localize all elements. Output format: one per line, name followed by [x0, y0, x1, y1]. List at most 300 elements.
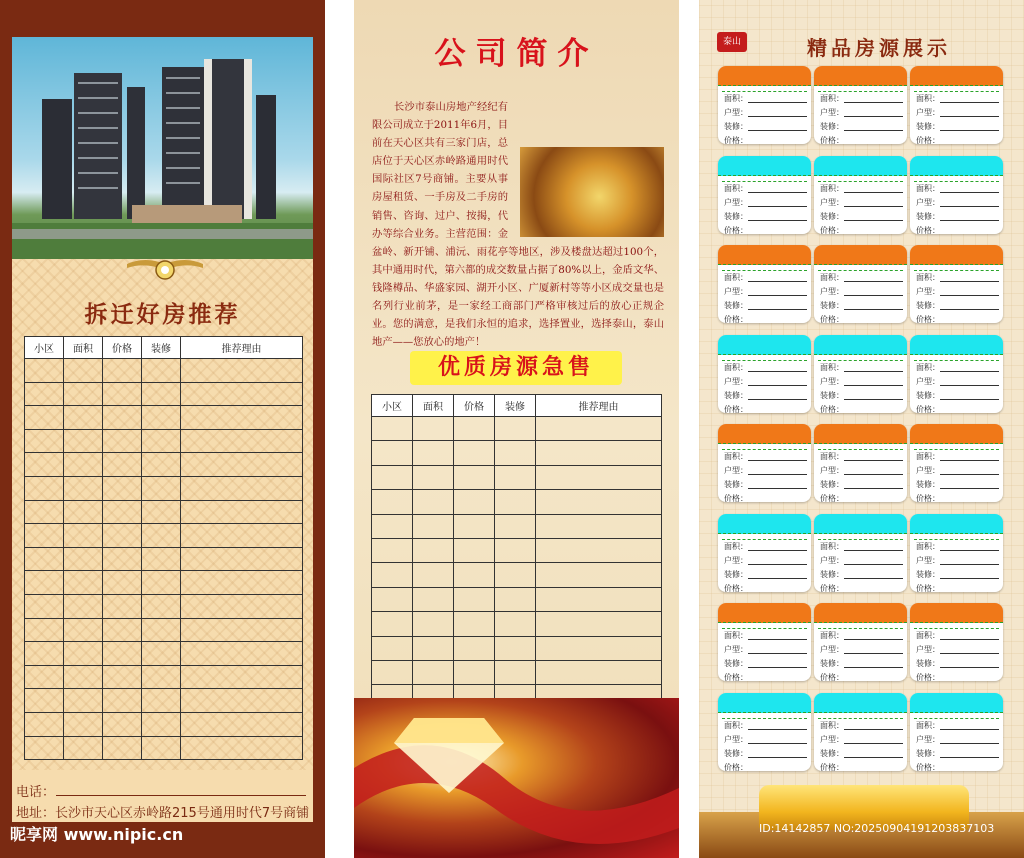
table-cell: [64, 382, 103, 406]
table-cell: [103, 453, 142, 477]
listing-card: [814, 245, 907, 323]
card-field-label: 装修：: [916, 301, 940, 310]
card-field: [910, 671, 1003, 681]
listing-card: [910, 603, 1003, 681]
table-cell: [142, 476, 181, 500]
card-field-label: 装修：: [820, 569, 844, 579]
card-field: [910, 210, 1003, 224]
card-field-label: 面积：: [724, 273, 748, 282]
table-cell: [181, 476, 303, 500]
table-cell: [454, 660, 495, 684]
table-cell: [372, 465, 413, 489]
recommend-table: [24, 336, 303, 760]
listing-card: [718, 66, 811, 144]
card-field-label: 装修：: [724, 390, 748, 400]
phone-line: [56, 795, 306, 796]
table-cell: [142, 712, 181, 736]
table-cell: [181, 689, 303, 713]
card-field-line: [844, 130, 903, 131]
card-field: [814, 313, 907, 323]
card-field: [814, 361, 907, 375]
table-cell: [536, 417, 662, 441]
table-cell: [454, 612, 495, 636]
table-cell: [372, 563, 413, 587]
card-field-label: 价格：: [820, 762, 844, 771]
card-field-line: [844, 460, 903, 461]
card-field-line: [748, 116, 807, 117]
card-field-label: 户型：: [820, 466, 844, 475]
card-field-label: 装修：: [916, 390, 940, 400]
card-field: [718, 568, 811, 582]
table-cell: [181, 571, 303, 595]
card-field-label: 价格：: [724, 494, 748, 502]
card-header: [718, 514, 811, 534]
card-field-label: 价格：: [724, 136, 748, 144]
table-row: [25, 712, 303, 736]
card-field-label: 价格：: [916, 673, 940, 681]
card-header: [814, 66, 907, 86]
table-cell: [372, 441, 413, 465]
table-cell: [181, 359, 303, 383]
table-cell: [495, 636, 536, 660]
card-field: [718, 210, 811, 224]
card-field-line: [940, 371, 999, 372]
card-field-line: [748, 206, 807, 207]
card-field-line: [940, 116, 999, 117]
card-field-label: 价格：: [820, 404, 844, 413]
card-field: [910, 285, 1003, 299]
table-cell: [454, 417, 495, 441]
table-row: [372, 514, 662, 538]
column-header: 面积: [413, 395, 454, 417]
card-field: [910, 196, 1003, 210]
card-field-label: 户型：: [724, 376, 748, 386]
card-field-label: 装修：: [916, 569, 940, 579]
card-field-line: [748, 102, 807, 103]
card-field-line: [844, 757, 903, 758]
card-field-line: [844, 578, 903, 579]
card-field-label: 户型：: [916, 376, 940, 386]
card-field-label: 价格：: [916, 762, 940, 771]
table-header: [25, 337, 303, 359]
table-cell: [142, 618, 181, 642]
card-field-label: 价格：: [916, 315, 940, 323]
card-field-line: [748, 220, 807, 221]
table-cell: [25, 712, 64, 736]
table-cell: [413, 563, 454, 587]
card-field-line: [940, 474, 999, 475]
card-field: [718, 450, 811, 464]
card-field-line: [940, 295, 999, 296]
table-cell: [25, 594, 64, 618]
card-field-label: 装修：: [724, 122, 748, 131]
card-field-label: 装修：: [724, 480, 748, 489]
card-field-label: 户型：: [916, 734, 940, 744]
table-cell: [103, 618, 142, 642]
card-field: [814, 375, 907, 389]
table-cell: [25, 571, 64, 595]
card-field: [910, 643, 1003, 657]
card-field-line: [844, 488, 903, 489]
card-field-label: 面积：: [724, 452, 748, 461]
table-cell: [495, 417, 536, 441]
table-cell: [103, 476, 142, 500]
table-cell: [25, 524, 64, 548]
card-field: [718, 120, 811, 134]
card-field: [910, 464, 1003, 478]
card-field-label: 价格：: [820, 494, 844, 502]
table-cell: [103, 524, 142, 548]
card-field-line: [940, 192, 999, 193]
table-cell: [25, 642, 64, 666]
table-cell: [25, 665, 64, 689]
table-row: [372, 417, 662, 441]
listing-card: [718, 693, 811, 771]
card-field: [718, 299, 811, 313]
card-field: [718, 582, 811, 592]
card-field-line: [940, 757, 999, 758]
card-field: [814, 478, 907, 492]
card-field-label: 户型：: [724, 466, 748, 475]
table-cell: [413, 465, 454, 489]
card-field: [814, 299, 907, 313]
card-field-label: 价格：: [724, 404, 748, 413]
company-intro-text: [372, 98, 664, 351]
card-field-label: 装修：: [820, 390, 844, 400]
card-field-label: 价格：: [820, 673, 844, 681]
card-field-line: [940, 130, 999, 131]
card-field-line: [844, 116, 903, 117]
card-field-line: [844, 564, 903, 565]
card-field-line: [844, 474, 903, 475]
card-field-label: 面积：: [916, 541, 940, 551]
card-field-label: 价格：: [724, 315, 748, 323]
card-header: [718, 335, 811, 355]
table-row: [25, 500, 303, 524]
listing-card: [718, 245, 811, 323]
card-field-line: [940, 281, 999, 282]
card-field-label: 户型：: [820, 287, 844, 296]
card-field: [910, 299, 1003, 313]
card-field-label: 面积：: [724, 631, 748, 640]
card-field-label: 装修：: [916, 211, 940, 221]
column-header: 价格: [454, 395, 495, 417]
table-cell: [64, 547, 103, 571]
card-field-label: 面积：: [916, 631, 940, 640]
card-field-line: [940, 743, 999, 744]
table-cell: [181, 429, 303, 453]
card-header: [910, 424, 1003, 444]
table-cell: [142, 547, 181, 571]
urgent-sale-table: [371, 394, 662, 710]
table-row: [372, 563, 662, 587]
card-field-label: 户型：: [916, 287, 940, 296]
table-cell: [413, 612, 454, 636]
table-row: [372, 441, 662, 465]
card-field: [814, 719, 907, 733]
card-field: [718, 540, 811, 554]
card-field-label: 户型：: [916, 555, 940, 565]
card-field-line: [748, 130, 807, 131]
table-row: [25, 689, 303, 713]
table-cell: [181, 547, 303, 571]
table-cell: [372, 587, 413, 611]
table-cell: [495, 514, 536, 538]
card-field: [718, 657, 811, 671]
card-field: [814, 671, 907, 681]
card-field: [718, 106, 811, 120]
card-field: [910, 747, 1003, 761]
table-cell: [64, 712, 103, 736]
table-cell: [413, 636, 454, 660]
card-field-line: [940, 460, 999, 461]
card-field: [910, 389, 1003, 403]
table-cell: [64, 665, 103, 689]
table-cell: [536, 636, 662, 660]
listing-card: [910, 424, 1003, 502]
table-row: [25, 665, 303, 689]
card-header: [814, 514, 907, 534]
card-header: [814, 603, 907, 623]
table-cell: [372, 612, 413, 636]
listing-card: [910, 693, 1003, 771]
table-cell: [142, 689, 181, 713]
card-field: [910, 224, 1003, 234]
table-row: [25, 406, 303, 430]
card-field-line: [940, 206, 999, 207]
table-row: [372, 538, 662, 562]
card-field: [718, 478, 811, 492]
table-cell: [103, 736, 142, 760]
card-field-line: [748, 639, 807, 640]
card-field-line: [940, 729, 999, 730]
card-field-label: 装修：: [916, 122, 940, 131]
panel-demolition-recommend: [0, 0, 325, 858]
card-header: [910, 335, 1003, 355]
table-cell: [64, 689, 103, 713]
table-body: [372, 417, 662, 710]
card-field-label: 面积：: [724, 183, 748, 193]
card-field: [718, 403, 811, 413]
table-cell: [536, 514, 662, 538]
card-field-line: [844, 102, 903, 103]
panel-featured-listings: [699, 0, 1024, 858]
table-cell: [103, 359, 142, 383]
card-field-label: 价格：: [820, 136, 844, 144]
listing-card: [814, 693, 907, 771]
table-cell: [142, 453, 181, 477]
card-field: [718, 92, 811, 106]
card-field: [718, 643, 811, 657]
table-cell: [64, 736, 103, 760]
card-field: [910, 761, 1003, 771]
listing-card: [910, 245, 1003, 323]
listing-card: [814, 335, 907, 413]
card-header: [910, 514, 1003, 534]
card-header: [718, 603, 811, 623]
table-row: [25, 618, 303, 642]
card-field: [814, 403, 907, 413]
card-field: [814, 582, 907, 592]
card-field-line: [748, 281, 807, 282]
card-header: [718, 156, 811, 176]
card-field-label: 面积：: [916, 362, 940, 372]
card-field: [718, 389, 811, 403]
card-field: [910, 403, 1003, 413]
card-field-line: [748, 729, 807, 730]
card-field-label: 价格：: [724, 673, 748, 681]
card-field-label: 价格：: [820, 583, 844, 592]
table-cell: [64, 476, 103, 500]
table-cell: [536, 441, 662, 465]
card-field: [910, 120, 1003, 134]
table-row: [25, 453, 303, 477]
column-header: 推荐理由: [181, 337, 303, 359]
card-field-line: [748, 385, 807, 386]
table-cell: [25, 547, 64, 571]
table-cell: [495, 441, 536, 465]
listing-card: [814, 156, 907, 234]
card-field-label: 户型：: [724, 287, 748, 296]
card-field-line: [940, 220, 999, 221]
card-field: [718, 629, 811, 643]
card-field-label: 装修：: [820, 301, 844, 310]
table-cell: [181, 712, 303, 736]
card-field-line: [748, 667, 807, 668]
card-header: [718, 245, 811, 265]
card-field: [718, 375, 811, 389]
table-cell: [64, 618, 103, 642]
card-field-label: 面积：: [820, 362, 844, 372]
card-field-label: 户型：: [820, 376, 844, 386]
table-cell: [64, 642, 103, 666]
table-cell: [103, 594, 142, 618]
card-field-label: 户型：: [916, 108, 940, 117]
table-cell: [181, 500, 303, 524]
image-spacer: [514, 147, 664, 239]
table-cell: [64, 594, 103, 618]
table-cell: [495, 612, 536, 636]
table-cell: [536, 538, 662, 562]
table-row: [25, 594, 303, 618]
card-field-line: [940, 667, 999, 668]
table-row: [25, 571, 303, 595]
card-header: [814, 335, 907, 355]
card-header: [718, 66, 811, 86]
table-cell: [372, 417, 413, 441]
table-cell: [413, 441, 454, 465]
table-cell: [64, 359, 103, 383]
card-field: [910, 313, 1003, 323]
table-cell: [142, 594, 181, 618]
table-cell: [372, 490, 413, 514]
table-cell: [103, 665, 142, 689]
listing-card: [910, 66, 1003, 144]
table-cell: [103, 547, 142, 571]
table-cell: [495, 660, 536, 684]
card-field: [814, 554, 907, 568]
phone-label: 电话：: [16, 785, 56, 800]
table-cell: [64, 500, 103, 524]
table-cell: [103, 382, 142, 406]
card-field-label: 面积：: [724, 94, 748, 103]
table-row: [372, 465, 662, 489]
listing-card: [814, 66, 907, 144]
table-cell: [181, 382, 303, 406]
listing-card: [910, 156, 1003, 234]
card-field-label: 装修：: [724, 569, 748, 579]
listing-card: [718, 424, 811, 502]
table-cell: [454, 465, 495, 489]
card-field-label: 价格：: [916, 404, 940, 413]
table-cell: [142, 382, 181, 406]
card-field-line: [748, 488, 807, 489]
card-field-label: 面积：: [820, 273, 844, 282]
card-field-line: [748, 743, 807, 744]
card-field: [718, 492, 811, 502]
urgent-sale-banner: 优质房源急售: [410, 351, 622, 385]
card-field: [910, 657, 1003, 671]
table-cell: [454, 563, 495, 587]
card-field-label: 面积：: [724, 541, 748, 551]
card-field-line: [844, 729, 903, 730]
table-cell: [103, 712, 142, 736]
card-field: [814, 389, 907, 403]
card-field-line: [748, 192, 807, 193]
table-cell: [536, 490, 662, 514]
card-field-label: 装修：: [820, 659, 844, 668]
card-header: [910, 245, 1003, 265]
column-header: 装修: [495, 395, 536, 417]
listing-card: [718, 335, 811, 413]
card-field: [910, 733, 1003, 747]
building-photo: [12, 37, 313, 259]
card-field-label: 户型：: [724, 197, 748, 207]
table-row: [372, 587, 662, 611]
table-cell: [495, 563, 536, 587]
table-cell: [64, 571, 103, 595]
card-field: [910, 554, 1003, 568]
card-field: [718, 285, 811, 299]
listing-card: [814, 514, 907, 592]
card-field-line: [844, 295, 903, 296]
featured-title: 精品房源展示: [807, 36, 951, 60]
card-field: [910, 92, 1003, 106]
card-field-label: 装修：: [724, 211, 748, 221]
card-header: [910, 603, 1003, 623]
card-field-line: [748, 564, 807, 565]
card-field: [814, 182, 907, 196]
table-cell: [103, 429, 142, 453]
table-cell: [413, 514, 454, 538]
card-header: [910, 66, 1003, 86]
card-field-label: 面积：: [820, 631, 844, 640]
card-field: [718, 747, 811, 761]
table-cell: [142, 642, 181, 666]
card-field-line: [748, 653, 807, 654]
column-header: 推荐理由: [536, 395, 662, 417]
card-field-label: 价格：: [724, 762, 748, 771]
table-cell: [103, 571, 142, 595]
table-cell: [64, 429, 103, 453]
image-id-text: ID:14142857 NO:20250904191203837103: [759, 822, 995, 835]
listing-card: [814, 603, 907, 681]
card-field: [910, 361, 1003, 375]
table-row: [372, 660, 662, 684]
table-cell: [495, 538, 536, 562]
table-cell: [103, 500, 142, 524]
card-field-line: [940, 639, 999, 640]
